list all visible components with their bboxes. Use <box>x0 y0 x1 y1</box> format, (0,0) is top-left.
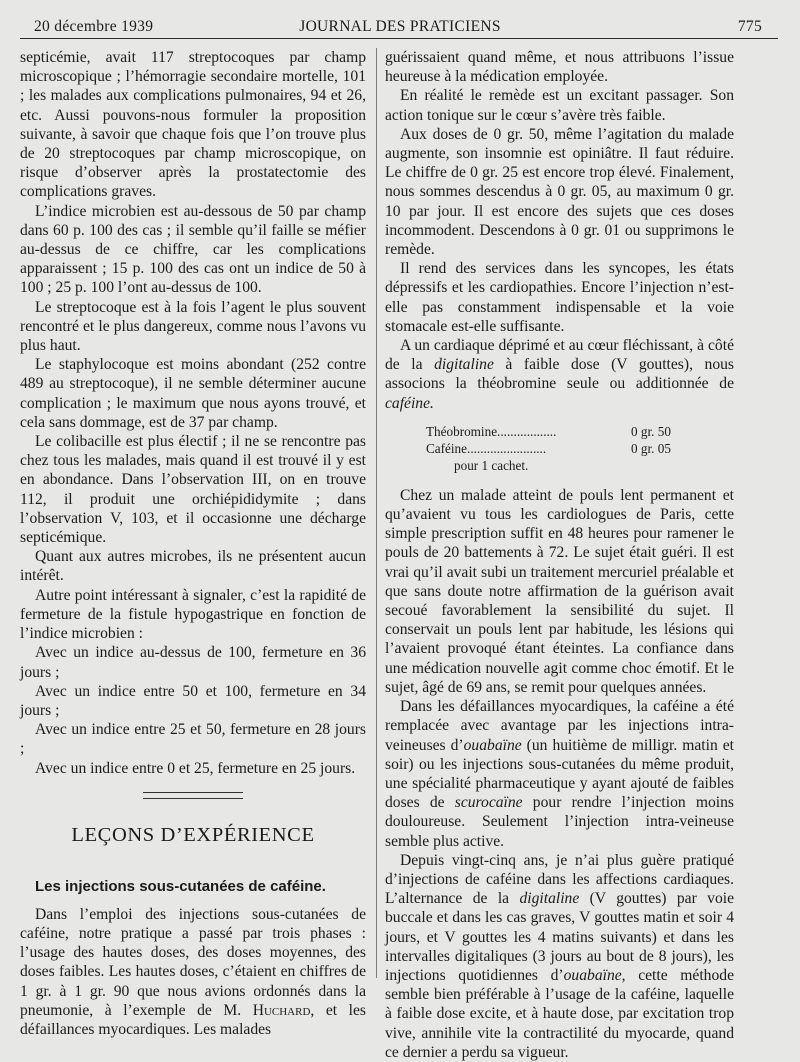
leader-dots: .................. <box>497 423 557 439</box>
list-item: Avec un indice au-dessus de 100, fermeture en 36 jours ; <box>20 644 366 681</box>
author-name: Huchard <box>252 1001 311 1019</box>
prescription-note: pour 1 cachet. <box>454 457 529 473</box>
list-item: Avec un indice entre 25 et 50, fermeture en 28 jours ; <box>20 721 366 758</box>
paragraph: Il rend des services dans les syncopes, les états dépressifs et les cardiopathies. Encore l’injection n’est-elle pas constamment indispensable et la voie stomacale est-elle suffisante. <box>385 260 734 335</box>
drug-name: digitaline <box>434 356 494 374</box>
ingredient-name: Caféine <box>426 440 468 456</box>
paragraph: Le colibacille est plus électif ; il ne se rencontre pas chez tous les malades, mais quand il est trouvé il y est en abondance. Dans l’observation III, on en trouve 112, il produit une orchiépididymite ; dans l’observation V, 103, et il occasionne une décharge septicémique. <box>20 433 366 547</box>
text-run: (un huitième de milligr. matin et soir) ou les injections sous-cutanées du même produit, une spécialité pharmaceutique y ayant ajouté de faibles doses de <box>385 736 734 812</box>
right-column <box>385 48 734 1062</box>
left-column <box>20 48 366 1039</box>
drug-name: digitaline <box>519 890 580 908</box>
paragraph: Le streptocoque est à la fois l’agent le plus souvent rencontré et le plus dangereux, comme nous l’avons vu plus haut. <box>20 298 366 355</box>
text-run: Depuis vingt-cinq ans, je n’ai plus guère pratiqué d’injections de caféine dans les affections cardiaques. L’alternance de la <box>385 851 734 908</box>
text-run: A un cardiaque déprimé et au cœur fléchissant, à côté de la <box>385 337 734 374</box>
paragraph: En réalité le remède est un excitant passager. Son action tonique sur le cœur s’avère très faible. <box>385 87 734 124</box>
ingredient-dose: 0 gr. 05 <box>631 440 671 456</box>
drug-name: ouabaïne, <box>563 966 626 984</box>
ingredient-name: Théobromine <box>426 423 498 439</box>
leader-dots: ........................ <box>467 440 547 456</box>
paragraph <box>20 905 366 1039</box>
paragraph: guérissaient quand même, et nous attribuons l’issue heureuse à la médication employée. <box>385 49 734 86</box>
text-run: Dans l’emploi des injections sous-cutanées de caféine, notre pratique a passé par trois phases : l’usage des hautes doses, des doses moyennes, des doses faibles. Les hautes doses, c’étaient en chiffres de 1 gr. à 1 gr. 90 que nous avions ordonnés dans la pneumonie, à l’exemple de M. <box>20 905 366 1019</box>
list-item: Avec un indice entre 0 et 25, fermeture en 25 jours. <box>35 759 356 777</box>
ingredient <box>385 423 631 440</box>
paragraph: Le staphylocoque est moins abondant (252 contre 489 au streptocoque), il ne semble déterminer aucune complication ; le maximum que nous ayons trouvé, et cela sans dommage, est de 37 par champ. <box>20 356 366 431</box>
paragraph <box>385 851 734 1062</box>
ingredient <box>385 440 631 457</box>
article-title: Les injections sous-cutanées de caféine. <box>35 877 326 895</box>
paragraph <box>385 336 734 413</box>
paragraph: septicémie, avait 117 streptocoques par champ microscopique ; l’hémorragie secondaire mortelle, 101 ; les malades aux complications pulmonaires, 94 et 26, etc. Aussi pouvons-nous formuler la proposition suivante, à savoir que chaque fois que l’on trouve plus de 20 streptocoques par champ microscopique, on risque d’observer après la prostatectomie des complications graves. <box>20 49 366 201</box>
list-item: Avec un indice entre 50 et 100, fermeture en 34 jours ; <box>20 682 366 719</box>
prescription-row <box>385 423 734 440</box>
paragraph: Aux doses de 0 gr. 50, même l’agitation du malade augmente, son insomnie est opiniâtre. Il faut réduire. Le chiffre de 0 gr. 25 est encore trop élevé. Finalement, nous sommes descendus à 0 gr. 05, au maximum 0 gr. 10 par jour. Il est encore des sujets que ces doses incommodent. Descendons à 0 gr. 01 ou supprimons le remède. <box>385 125 734 259</box>
paragraph: Quant aux autres microbes, ils ne présentent aucun intérêt. <box>20 548 366 585</box>
paragraph: Chez un malade atteint de pouls lent permanent et qu’avaient vu tous les cardiologues de Paris, cette simple prescription suffit en 48 heures pour ramener le pouls de 20 battements à 72. Le sujet était guéri. Il est vrai qu’il avait subi un traitement mercuriel préalable et que sans doute notre affirmation de la guérison avait secoué favorablement la sensibilité du sujet. Il conservait un pouls lent par habitude, les lésions qui l’avaient provoqué étant éteintes. La confiance dans une médication nouvelle agit comme choc émotif. Et le sujet, âgé de 69 ans, se remit pour quelques années. <box>385 486 734 696</box>
text-run: (V gouttes) par voie buccale et dans les cas graves, V gouttes matin et soir 4 jours, et V gouttes les 4 matins suivants) et dans les intervalles digitaliques (3 jours au bout de 8 jours), les injections quotidiennes d’ <box>385 890 734 984</box>
page-number: 775 <box>737 18 762 35</box>
paragraph <box>385 697 734 851</box>
journal-title: JOURNAL DES PRATICIENS <box>299 18 501 35</box>
header-rule <box>20 38 778 39</box>
text-run: à faible dose (V gouttes), nous associons la théobromine seule ou additionnée de <box>385 356 734 393</box>
drug-name: scurocaïne <box>454 794 523 812</box>
text-run: pour rendre l’injection moins douloureuse. Seulement l’injection intra-veineuse semble plus active. <box>385 794 734 850</box>
text-run: cette méthode semble bien préférable à l’usage de la caféine, laquelle à faible dose excite, et à haute dose, par excitation trop vive, annihile vite la contractilité du myocarde, quand ce dernier a perdu sa vigueur. <box>385 966 734 1061</box>
section-separator <box>143 792 243 799</box>
text-run: Dans les défaillances myocardiques, la caféine a été remplacée avec avantage par les injections intra-veineuses d’ <box>385 698 734 754</box>
section-title: LEÇONS D’EXPÉRIENCE <box>71 823 315 846</box>
column-divider <box>376 48 377 978</box>
paragraph: Autre point intéressant à signaler, c’est la rapidité de fermeture de la fistule hypogastrique en fonction de l’indice microbien : <box>20 586 366 643</box>
prescription <box>385 423 734 474</box>
page-header <box>0 0 800 44</box>
prescription-row <box>385 440 734 457</box>
drug-name: caféine. <box>385 394 434 412</box>
paragraph: L’indice microbien est au-dessous de 50 par champ dans 60 p. 100 des cas ; il semble qu’il faille se méfier au-dessus de ce chiffre, car les complications apparaissent ; 15 p. 100 des cas ont un indice de 50 à 100 ; 25 p. 100 l’ont au-dessus de 100. <box>20 202 366 297</box>
header-date: 20 décembre 1939 <box>34 18 154 35</box>
fermeture-list <box>20 643 366 777</box>
drug-name: ouabaïne <box>463 736 522 754</box>
ingredient-dose: 0 gr. 50 <box>631 423 671 439</box>
text-run: , et les défaillances myocardiques. Les malades <box>20 1001 366 1038</box>
